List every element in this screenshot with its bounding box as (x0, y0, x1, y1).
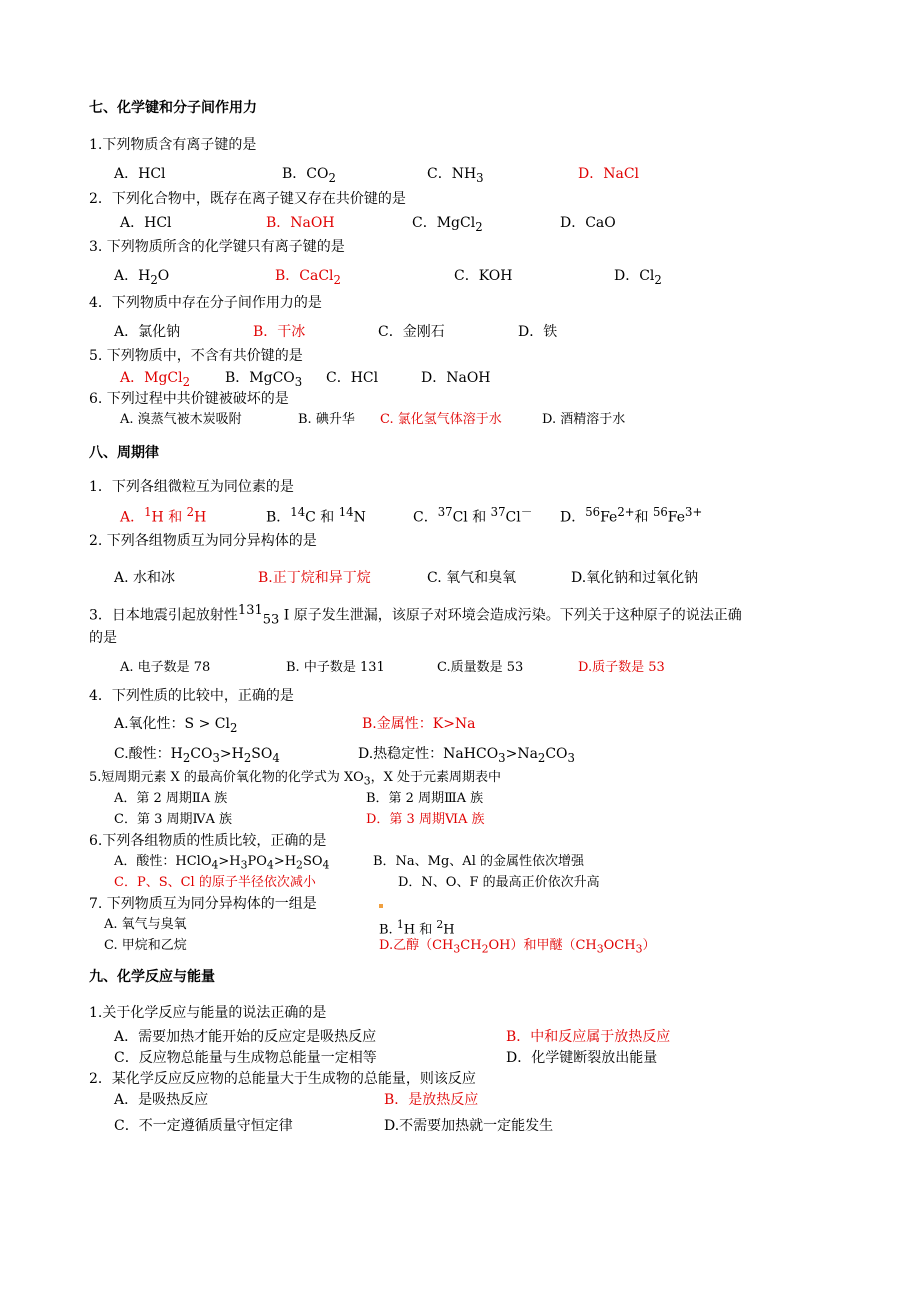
option-c: C．反应物总能量与生成物总能量一定相等 (114, 1050, 377, 1066)
option-d: D. 酒精溶于水 (542, 412, 626, 427)
question-stem: 5.短周期元素 X 的最高价氧化物的化学式为 $XO_3$，X 处于元素周期表中 (89, 770, 502, 788)
option-b-answer: B．中和反应属于放热反应 (506, 1029, 671, 1045)
marker-dot (379, 904, 383, 908)
question-stem: 4．下列性质的比较中，正确的是 (89, 688, 294, 704)
option-b: B. 碘升华 (298, 412, 355, 427)
question-stem: 4．下列物质中存在分子间作用力的是 (89, 295, 322, 311)
option-d: D．铁 (518, 324, 558, 340)
option-a-answer: A．$^1$H 和 $^2$H (120, 505, 207, 526)
option-b-answer: B.正丁烷和异丁烷 (258, 570, 371, 586)
option-b-answer: B.金属性：K>Na (362, 716, 476, 732)
option-a: A．需要加热才能开始的反应定是吸热反应 (114, 1029, 377, 1045)
option-c: C．金刚石 (378, 324, 445, 340)
option-b: B．$CO_2$ (282, 166, 336, 185)
option-b-answer: B．干冰 (253, 324, 306, 340)
option-b: B. $^1$H 和 $^2$H (379, 918, 455, 938)
option-d-answer: D．NaCl (578, 166, 640, 182)
option-c: C．MgCl$_2$ (412, 215, 483, 234)
question-stem: 6.下列各组物质的性质比较，正确的是 (89, 833, 327, 849)
option-a: A. 水和冰 (114, 570, 176, 586)
option-a: A. 氧气与臭氧 (104, 917, 187, 932)
option-d: D．CaO (560, 215, 616, 231)
option-c: C．$^{37}$Cl 和 $^{37}$Cl－ (413, 505, 533, 526)
option-b: B．$^{14}$C 和 $^{14}$N (266, 505, 366, 526)
section-title: 八、周期律 (89, 445, 159, 461)
question-stem: 1．下列各组微粒互为同位素的是 (89, 479, 294, 495)
option-d: D．化学键断裂放出能量 (506, 1050, 658, 1066)
option-a: A．HCl (114, 166, 166, 182)
option-a: A．$H_2O$ (114, 268, 170, 287)
question-stem: 2. 下列各组物质互为同分异构体的是 (89, 533, 317, 549)
option-b: B．MgCO$_3$ (225, 370, 303, 389)
option-c: C. 氧气和臭氧 (427, 570, 517, 586)
option-a: A.氧化性：$S > Cl_2$ (114, 716, 238, 735)
option-a: A．酸性：$HClO_4>H_3PO_4>H_2SO_4$ (114, 854, 330, 872)
option-d: D.不需要加热就一定能发生 (384, 1118, 554, 1134)
option-b: B. 中子数是 131 (286, 660, 385, 675)
option-a: A．HCl (120, 215, 172, 231)
question-stem: 3．日本地震引起放射性$^{131}_{53}$ I 原子发生泄漏，该原子对环境会造成污染。下列关于这种原子的说法正确 (89, 603, 742, 628)
question-stem: 1.下列物质含有离子键的是 (89, 137, 257, 153)
option-a: A．第 2 周期ⅡA 族 (114, 791, 228, 806)
question-stem: 3. 下列物质所含的化学键只有离子键的是 (89, 239, 345, 255)
option-a-answer: A．MgCl$_2$ (120, 370, 191, 389)
option-b-answer: B．NaOH (266, 215, 335, 231)
option-c: C．不一定遵循质量守恒定律 (114, 1118, 293, 1134)
option-b: B．Na、Mg、Al 的金属性依次增强 (373, 854, 584, 869)
option-c: C．KOH (454, 268, 513, 284)
option-d-answer: D．第 3 周期ⅥA 族 (366, 812, 485, 827)
option-b-answer: B．是放热反应 (384, 1092, 479, 1108)
option-d: D.氧化钠和过氧化钠 (571, 570, 699, 586)
question-stem-cont: 的是 (89, 630, 117, 646)
option-c: C. 甲烷和乙烷 (104, 938, 187, 953)
option-c-answer: C. 氯化氢气体溶于水 (380, 412, 502, 427)
option-c: C．HCl (326, 370, 379, 386)
option-d-answer: D.质子数是 53 (578, 660, 665, 675)
question-stem: 6. 下列过程中共价键被破坏的是 (89, 391, 289, 407)
option-c-answer: C．P、S、Cl 的原子半径依次减小 (114, 875, 316, 890)
option-a: A. 电子数是 78 (120, 660, 211, 675)
option-a: A. 溴蒸气被木炭吸附 (120, 412, 242, 427)
question-stem: 5. 下列物质中，不含有共价键的是 (89, 348, 303, 364)
option-d-answer: D.乙醇$(CH_3CH_2OH)$和甲醚$(CH_3OCH_3)$ (379, 938, 656, 956)
option-d: D．N、O、F 的最高正价依次升高 (398, 875, 600, 890)
question-stem: 7. 下列物质互为同分异构体的一组是 (89, 896, 317, 912)
option-d: D．NaOH (421, 370, 491, 386)
option-a: A．是吸热反应 (114, 1092, 209, 1108)
option-d: D.热稳定性：$NaHCO_3>Na_2CO_3$ (358, 746, 575, 765)
option-b-answer: B．CaCl$_2$ (275, 268, 341, 287)
option-d: D．$^{56}Fe^{2+}$和 $^{56}Fe^{3+}$ (560, 505, 703, 526)
option-c: C.质量数是 53 (437, 660, 524, 675)
option-c: C．$NH_3$ (427, 166, 484, 185)
option-c: C．第 3 周期ⅣA 族 (114, 812, 232, 827)
option-a: A．氯化钠 (114, 324, 181, 340)
question-stem: 2．某化学反应反应物的总能量大于生成物的总能量，则该反应 (89, 1071, 476, 1087)
question-stem: 1.关于化学反应与能量的说法正确的是 (89, 1005, 327, 1021)
option-b: B．第 2 周期ⅢA 族 (366, 791, 484, 806)
section-title: 七、化学键和分子间作用力 (89, 100, 257, 116)
option-c: C.酸性：$H_2CO_3>H_2SO_4$ (114, 746, 280, 765)
section-title: 九、化学反应与能量 (89, 969, 215, 985)
question-stem: 2．下列化合物中，既存在离子键又存在共价键的是 (89, 191, 406, 207)
option-d: D．$Cl_2$ (614, 268, 662, 287)
